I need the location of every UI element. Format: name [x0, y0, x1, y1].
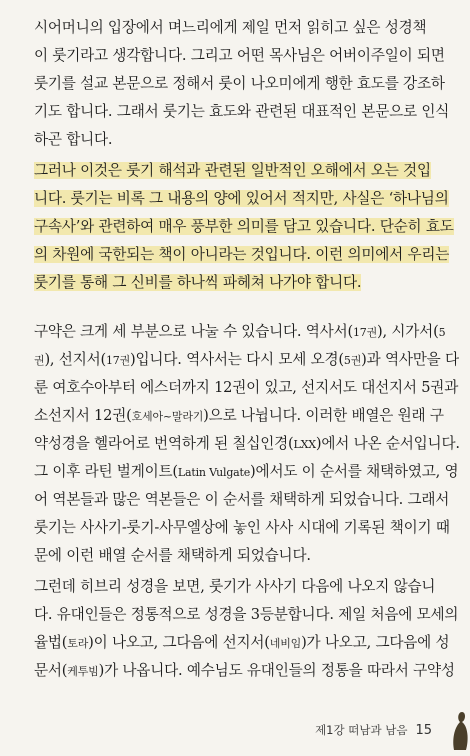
line-segment: 기도 합니다. 그래서 룻기는 효도와 관련된 대표적인 본문으로 인식 [34, 103, 450, 120]
line-segment: )이 나오고, 그다음에 선지서( [88, 634, 270, 651]
text-line [34, 318, 446, 347]
text-line [34, 486, 450, 514]
line-segment: 5 [438, 326, 446, 339]
line-segment: 네비임 [269, 637, 302, 650]
thumb-tab-icon [452, 706, 470, 756]
line-segment: 토라 [67, 637, 89, 650]
line-segment: 룻기를 설교 본문으로 정해서 룻이 나오미에게 행한 효도를 강조하 [34, 75, 445, 92]
line-segment: Latin Vulgate [177, 466, 251, 479]
text-line [34, 70, 446, 98]
line-segment: 니다. 룻기는 비록 그 내용의 양에 있어서 적지만, 사실은 ‘하나님의 [34, 190, 449, 207]
text-line [34, 402, 446, 431]
line-segment: 이 룻기라고 생각합니다. 그리고 어떤 목사님은 어버이주일이 되면 [34, 47, 445, 64]
text-line [34, 514, 450, 542]
line-segment: )가 나옵니다. 예수님도 유대인들의 정통을 따라서 구약성 [98, 662, 455, 679]
text-line [34, 157, 446, 185]
text-line [34, 213, 454, 241]
line-segment: 문서( [34, 662, 68, 679]
line-segment: 그런데 히브리 성경을 보면, 룻기가 사사기 다음에 나오지 않습니 [34, 578, 436, 595]
text-line [34, 573, 446, 601]
line-segment: 권 [34, 354, 45, 367]
line-segment: 율법( [34, 634, 68, 651]
line-segment: 룬 여호수아부터 에스더까지 12권이 있고, 선지서도 대선지서 5권과 [34, 379, 459, 396]
text-line [34, 241, 450, 269]
line-segment: )과 역사만을 다 [361, 351, 459, 368]
chapter-title: 제1강 떠남과 남음 [315, 723, 408, 737]
text-line [34, 629, 450, 658]
line-segment: 의 차원에 국한되는 책이 아니라는 것입니다. 이런 의미에서 우리는 [34, 246, 450, 263]
line-segment: 하곤 합니다. [34, 131, 113, 148]
text-line [34, 657, 455, 686]
line-segment: 룻기는 사사기-룻기-사무엘상에 놓인 사사 시대에 기록된 책이기 때 [34, 519, 450, 536]
line-segment: 소선지서 12권( [34, 407, 132, 424]
text-line [34, 374, 459, 402]
line-segment: 어 역본들과 많은 역본들은 이 순서를 채택하게 되었습니다. 그래서 [34, 491, 450, 508]
line-segment: )입니다. 역사서는 다시 모세 오경( [130, 351, 344, 368]
line-segment: 룻기를 통해 그 신비를 하나씩 파헤쳐 나가야 합니다. [34, 274, 362, 291]
text-line [34, 126, 446, 154]
line-segment: 시어머니의 입장에서 며느리에게 제일 먼저 읽히고 싶은 성경책 [34, 19, 427, 36]
line-segment: 17권 [352, 326, 377, 339]
line-segment: )에서도 이 순서를 채택하였고, 영 [250, 463, 459, 480]
text-line [34, 601, 459, 629]
line-segment: 케투빔 [67, 665, 99, 678]
line-segment: 그러나 이것은 룻기 해석과 관련된 일반적인 오해에서 오는 것입 [34, 162, 431, 179]
text-line [34, 98, 450, 126]
line-segment: 다. 유대인들은 정통적으로 성경을 3등분합니다. 제일 처음에 모세의 [34, 606, 459, 623]
line-segment: 17권 [106, 354, 131, 367]
line-segment: 약성경을 헬라어로 번역하게 된 칠십인경( [34, 435, 294, 452]
text-line [34, 14, 446, 42]
line-segment: 호세아~말라기 [131, 410, 204, 423]
page-footer [315, 722, 432, 738]
line-segment: )에서 나온 순서입니다. [315, 435, 460, 452]
line-segment: ), 시가서( [377, 323, 439, 340]
text-line [34, 269, 446, 297]
text-line [34, 185, 449, 213]
text-line [34, 542, 446, 570]
text-line [34, 346, 459, 375]
line-segment: 그 이후 라틴 벌게이트( [34, 463, 178, 480]
line-segment: 5권 [343, 354, 362, 367]
line-segment: 구약은 크게 세 부분으로 나눌 수 있습니다. 역사서( [34, 323, 353, 340]
page-number: 15 [415, 723, 432, 738]
text-line [34, 42, 446, 70]
text-line [34, 430, 460, 459]
line-segment: 문에 이런 배열 순서를 채택하게 되었습니다. [34, 547, 311, 564]
line-segment: LXX [293, 438, 316, 451]
line-segment: )으로 나뉩니다. 이러한 배열은 원래 구 [203, 407, 444, 424]
line-segment: 구속사’와 관련하여 매우 풍부한 의미를 담고 있습니다. 단순히 효도 [34, 218, 454, 235]
line-segment: )가 나오고, 그다음에 성 [301, 634, 450, 651]
text-line [34, 458, 459, 487]
line-segment: ), 선지서( [44, 351, 106, 368]
